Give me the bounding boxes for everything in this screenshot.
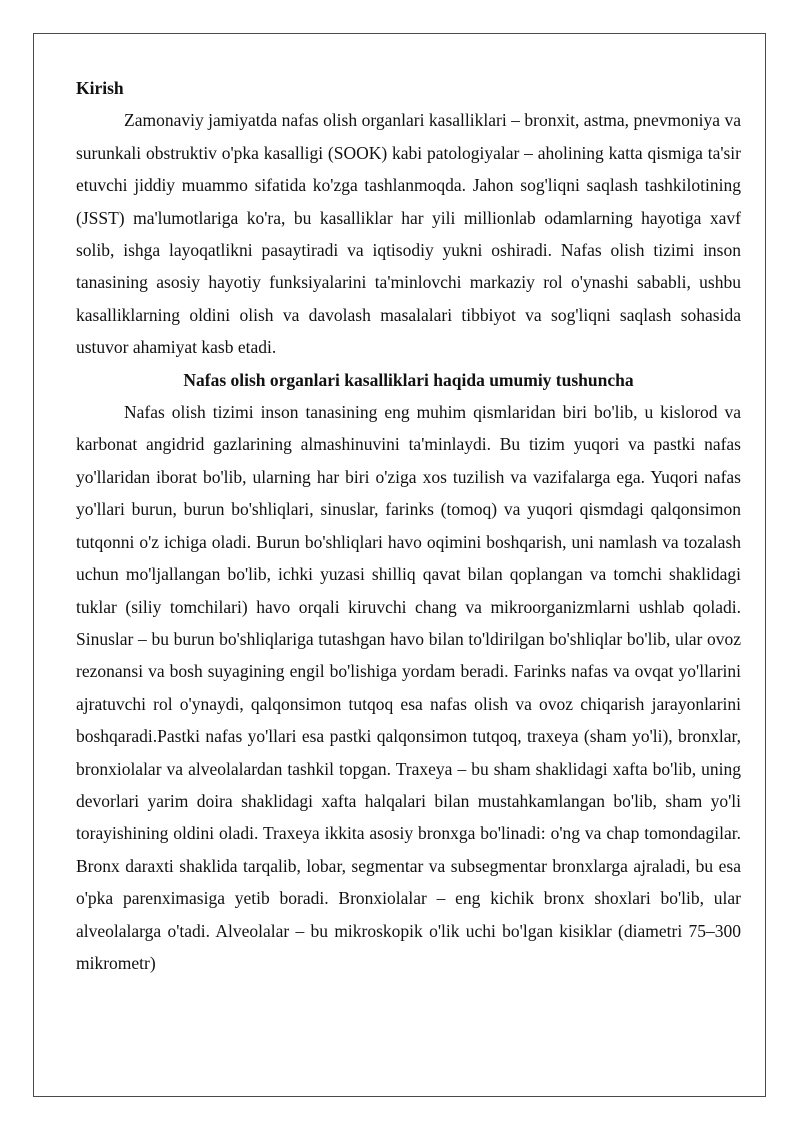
section-paragraph: Nafas olish tizimi inson tanasining eng muhim qismlaridan biri bo'lib, u kislorod va karbonat angidrid gazlarining almashinuvini ta'minlaydi. Bu tizim yuqori va pastki nafas yo'llaridan iborat bo'lib, ularning har biri o'ziga xos tuzilish va vazifalarga ega. Yuqori nafas yo'llari burun, burun bo'shliqlari, sinuslar, farinks (tomoq) va yuqori qismdagi qalqonsimon tutqonni o'z ichiga oladi. Burun bo'shliqlari havo oqimini boshqarish, uni namlash va tozalash uchun mo'ljallangan bo'lib, ichki yuzasi shilliq qavat bilan qoplangan va tomchi shaklidagi tuklar (siliy tomchilari) havo orqali kiruvchi chang va mikroorganizmlarni ushlab qoladi. Sinuslar – bu burun bo'shliqlariga tutashgan havo bilan to'ldirilgan bo'shliqlar bo'lib, ular ovoz rezonansi va bosh suyagining engil bo'lishiga yordam beradi. Farinks nafas va ovqat yo'llarini ajratuvchi rol o'ynaydi, qalqonsimon tutqoq esa nafas olish va ovoz chiqarish jarayonlarini boshqaradi.Pastki nafas yo'llari esa pastki qalqonsimon tutqoq, traxeya (sham yo'li), bronxlar, bronxiolalar va alveolalardan tashkil topgan. Traxeya – bu sham shaklidagi xafta bo'lib, uning devorlari yarim doira shaklidagi xafta halqalari bilan mustahkamlangan bo'lib, sham yo'li torayishining oldini oladi. Traxeya ikkita asosiy bronxga bo'linadi: o'ng va chap tomondagilar. Bronx daraxti shaklida tarqalib, lobar, segmentar va subsegmentar bronxlarga ajraladi, bu esa o'pka parenximasiga yetib boradi. Bronxiolalar – eng kichik bronx shoxlari bo'lib, ular alveolalarga o'tadi. Alveolalar – bu mikroskopik o'lik uchi bo'lgan kisiklar (diametri 75–300 mikrometr) xyxy=(76,402,741,973)
intro-paragraph: Zamonaviy jamiyatda nafas olish organlari kasalliklari – bronxit, astma, pnevmoniya va surunkali obstruktiv o'pka kasalligi (SOOK) kabi patologiyalar – aholining katta qismiga ta'sir etuvchi jiddiy muammo sifatida ko'zga tashlanmoqda. Jahon sog'liqni saqlash tashkilotining (JSST) ma'lumotlariga ko'ra, bu kasalliklar har yili millionlab odamlarning hayotiga xavf solib, ishga layoqatlikni pasaytiradi va iqtisodiy yukni oshiradi. Nafas olish tizimi inson tanasining asosiy hayotiy funksiyalarini ta'minlovchi markaziy rol o'ynashi sababli, ushbu kasalliklarning oldini olish va davolash masalalari tibbiyot va sog'liqni saqlash sohasida ustuvor ahamiyat kasb etadi. xyxy=(76,110,741,358)
document-body xyxy=(76,72,741,979)
section-heading: Nafas olish organlari kasalliklari haqida umumiy tushuncha xyxy=(183,369,634,390)
intro-heading: Kirish xyxy=(76,78,124,98)
